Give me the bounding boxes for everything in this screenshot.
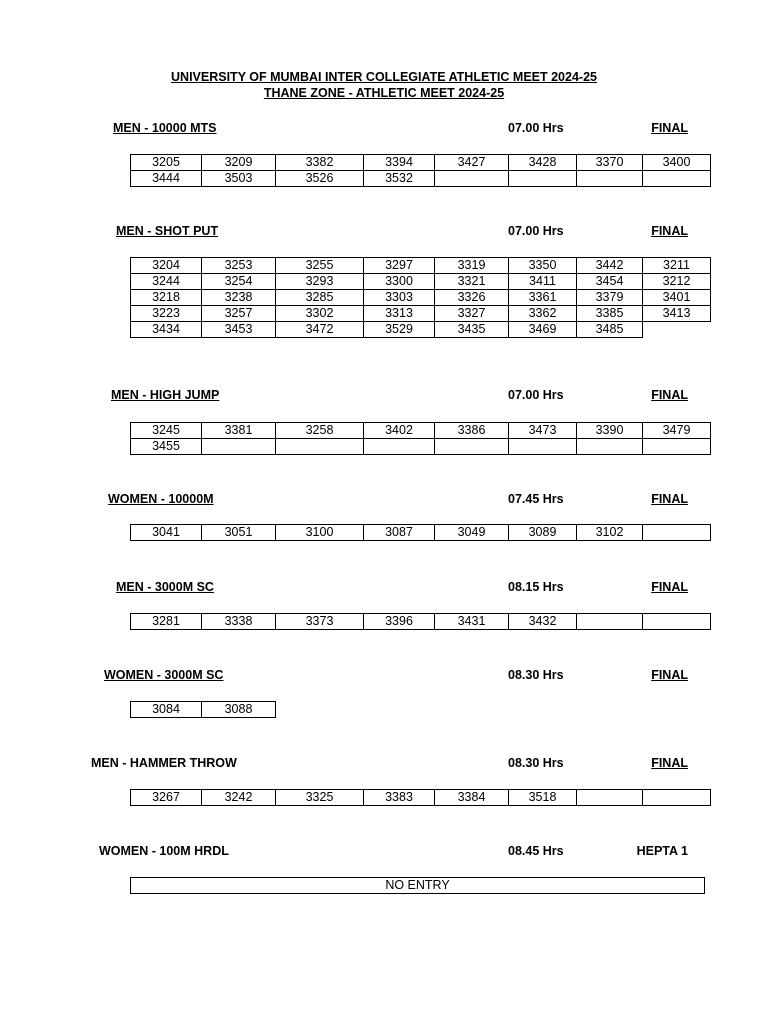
event-time: 08.30 Hrs [508, 668, 564, 682]
event-stage: FINAL [651, 224, 688, 238]
table-cell [643, 525, 711, 541]
table-cell: 3413 [643, 306, 711, 322]
table-cell: 3223 [131, 306, 202, 322]
table-cell: 3319 [435, 258, 509, 274]
table-cell [577, 439, 643, 455]
table-cell: 3386 [435, 423, 509, 439]
table-cell: 3211 [643, 258, 711, 274]
table-cell: 3473 [509, 423, 577, 439]
table-row [131, 155, 711, 171]
event-name: WOMEN - 3000M SC [104, 668, 224, 682]
event-stage: FINAL [651, 492, 688, 506]
table-cell: 3089 [509, 525, 577, 541]
table-cell: 3297 [364, 258, 435, 274]
table-row [131, 322, 711, 338]
table-cell: 3402 [364, 423, 435, 439]
no-entry-cell: NO ENTRY [131, 878, 705, 894]
table-row [131, 525, 711, 541]
document-subtitle: THANE ZONE - ATHLETIC MEET 2024-25 [263, 86, 505, 100]
table-cell: 3526 [276, 171, 364, 187]
table-cell: 3428 [509, 155, 577, 171]
event-name: MEN - 3000M SC [116, 580, 214, 594]
table-cell: 3442 [577, 258, 643, 274]
table-row [131, 290, 711, 306]
table-row [131, 702, 276, 718]
table-cell: 3400 [643, 155, 711, 171]
event-stage: FINAL [651, 580, 688, 594]
table-row [131, 306, 711, 322]
table-cell: 3255 [276, 258, 364, 274]
table-cell [577, 790, 643, 806]
table-cell: 3454 [577, 274, 643, 290]
table-cell: 3453 [202, 322, 276, 338]
table-cell: 3325 [276, 790, 364, 806]
table-cell: 3455 [131, 439, 202, 455]
table-cell: 3242 [202, 790, 276, 806]
event-name: MEN - HIGH JUMP [111, 388, 220, 402]
table-cell: 3529 [364, 322, 435, 338]
table-cell: 3396 [364, 614, 435, 630]
chest-number-table [130, 701, 276, 718]
table-cell: 3102 [577, 525, 643, 541]
table-cell: 3205 [131, 155, 202, 171]
table-cell: 3049 [435, 525, 509, 541]
table-cell: 3381 [202, 423, 276, 439]
table-cell: 3303 [364, 290, 435, 306]
table-cell [364, 439, 435, 455]
table-cell: 3245 [131, 423, 202, 439]
table-cell: 3267 [131, 790, 202, 806]
table-cell: 3218 [131, 290, 202, 306]
event-time: 07.00 Hrs [508, 388, 564, 402]
table-cell: 3518 [509, 790, 577, 806]
table-cell: 3313 [364, 306, 435, 322]
table-row [131, 423, 711, 439]
table-cell [643, 171, 711, 187]
table-cell: 3469 [509, 322, 577, 338]
table-cell: 3326 [435, 290, 509, 306]
table-cell: 3087 [364, 525, 435, 541]
table-cell [577, 171, 643, 187]
chest-number-table [130, 877, 705, 894]
table-cell: 3100 [276, 525, 364, 541]
event-stage: FINAL [651, 756, 688, 770]
table-row [131, 790, 711, 806]
table-cell: 3431 [435, 614, 509, 630]
table-cell: 3244 [131, 274, 202, 290]
table-cell [202, 439, 276, 455]
table-cell [643, 614, 711, 630]
table-cell: 3370 [577, 155, 643, 171]
table-cell: 3384 [435, 790, 509, 806]
table-cell: 3204 [131, 258, 202, 274]
table-cell: 3212 [643, 274, 711, 290]
table-cell: 3361 [509, 290, 577, 306]
event-stage: FINAL [651, 121, 688, 135]
event-name: MEN - HAMMER THROW [91, 756, 237, 770]
table-cell: 3253 [202, 258, 276, 274]
event-stage: HEPTA 1 [636, 844, 688, 858]
event-time: 08.45 Hrs [508, 844, 564, 858]
table-cell: 3411 [509, 274, 577, 290]
table-cell: 3472 [276, 322, 364, 338]
table-row [131, 439, 711, 455]
chest-number-table [130, 613, 711, 630]
event-stage: FINAL [651, 668, 688, 682]
table-cell: 3485 [577, 322, 643, 338]
table-cell: 3238 [202, 290, 276, 306]
table-cell: 3401 [643, 290, 711, 306]
table-cell [509, 171, 577, 187]
table-cell [643, 790, 711, 806]
table-cell: 3088 [202, 702, 276, 718]
table-cell: 3300 [364, 274, 435, 290]
table-cell: 3321 [435, 274, 509, 290]
table-cell: 3302 [276, 306, 364, 322]
chest-number-table [130, 422, 711, 455]
event-name: MEN - SHOT PUT [116, 224, 219, 238]
document-title: UNIVERSITY OF MUMBAI INTER COLLEGIATE ATHLETIC MEET 2024-25 [171, 70, 597, 84]
table-cell: 3383 [364, 790, 435, 806]
table-row [131, 614, 711, 630]
event-time: 07.00 Hrs [508, 224, 564, 238]
table-cell [643, 322, 711, 338]
event-time: 08.30 Hrs [508, 756, 564, 770]
chest-number-table [130, 789, 711, 806]
table-cell: 3382 [276, 155, 364, 171]
table-cell: 3209 [202, 155, 276, 171]
table-cell: 3350 [509, 258, 577, 274]
table-cell: 3084 [131, 702, 202, 718]
table-cell: 3390 [577, 423, 643, 439]
table-row [131, 258, 711, 274]
event-time: 07.00 Hrs [508, 121, 564, 135]
event-name: MEN - 10000 MTS [113, 121, 217, 135]
table-cell: 3479 [643, 423, 711, 439]
chest-number-table [130, 257, 711, 338]
chest-number-table [130, 524, 711, 541]
table-cell: 3444 [131, 171, 202, 187]
table-cell [276, 439, 364, 455]
table-cell: 3427 [435, 155, 509, 171]
table-cell: 3338 [202, 614, 276, 630]
event-name: WOMEN - 10000M [108, 492, 214, 506]
table-cell: 3432 [509, 614, 577, 630]
table-cell [509, 439, 577, 455]
table-cell: 3041 [131, 525, 202, 541]
table-cell: 3327 [435, 306, 509, 322]
table-cell: 3362 [509, 306, 577, 322]
table-cell: 3257 [202, 306, 276, 322]
table-cell: 3258 [276, 423, 364, 439]
table-cell [435, 439, 509, 455]
table-cell [643, 439, 711, 455]
table-cell: 3532 [364, 171, 435, 187]
event-time: 07.45 Hrs [508, 492, 564, 506]
table-row [131, 274, 711, 290]
event-name: WOMEN - 100M HRDL [99, 844, 229, 858]
table-cell: 3379 [577, 290, 643, 306]
chest-number-table [130, 154, 711, 187]
event-stage: FINAL [651, 388, 688, 402]
table-cell [577, 614, 643, 630]
table-row [131, 171, 711, 187]
table-cell: 3285 [276, 290, 364, 306]
table-cell: 3435 [435, 322, 509, 338]
table-cell: 3051 [202, 525, 276, 541]
table-cell: 3394 [364, 155, 435, 171]
table-cell [435, 171, 509, 187]
table-cell: 3281 [131, 614, 202, 630]
event-time: 08.15 Hrs [508, 580, 564, 594]
table-row [131, 878, 705, 894]
table-cell: 3503 [202, 171, 276, 187]
table-cell: 3293 [276, 274, 364, 290]
table-cell: 3385 [577, 306, 643, 322]
table-cell: 3373 [276, 614, 364, 630]
table-cell: 3434 [131, 322, 202, 338]
table-cell: 3254 [202, 274, 276, 290]
